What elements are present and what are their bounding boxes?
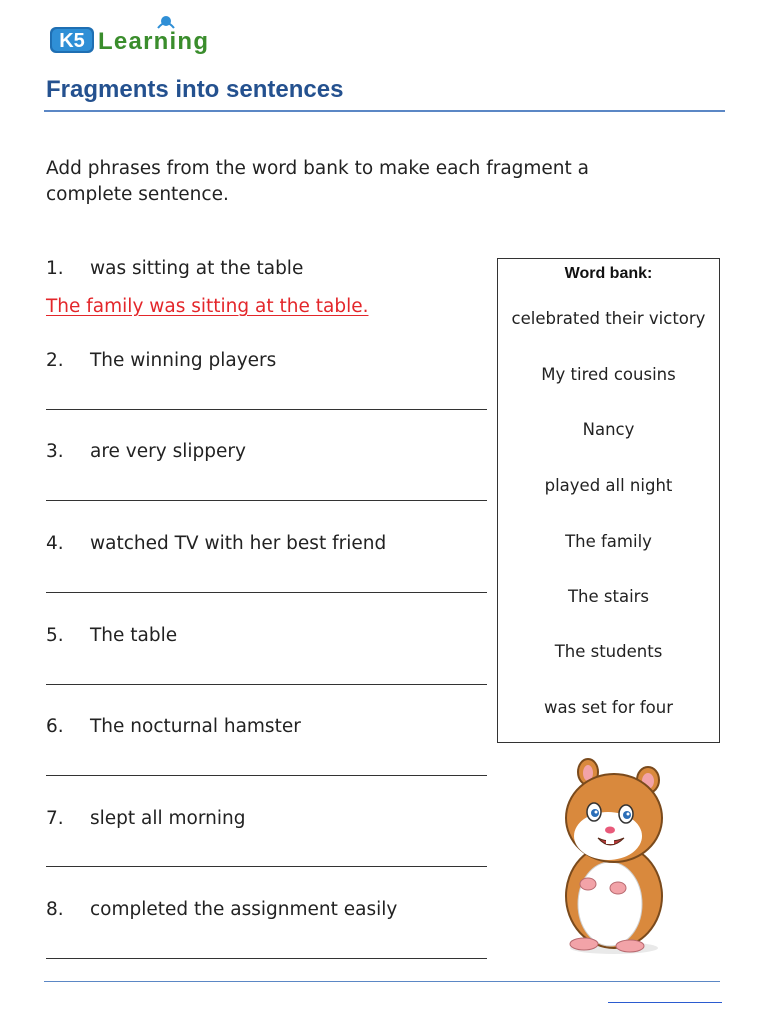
item-4-number: 4.: [46, 533, 64, 554]
item-7-fragment: slept all morning: [90, 808, 246, 829]
hamster-graphic: [548, 756, 682, 960]
item-4-fragment: watched TV with her best friend: [90, 533, 387, 554]
answer-line-2[interactable]: [46, 409, 487, 410]
answer-line-5[interactable]: [46, 684, 487, 685]
word-bank-item: played all night: [544, 476, 673, 495]
word-bank-item: Nancy: [582, 420, 635, 439]
word-bank-item: The students: [554, 642, 663, 661]
item-5-number: 5.: [46, 625, 64, 646]
footer-divider: [44, 981, 720, 982]
svg-text:K5: K5: [59, 30, 85, 52]
page-title: Fragments into sentences: [46, 76, 344, 103]
item-6-number: 6.: [46, 716, 64, 737]
item-5-fragment: The table: [90, 625, 178, 646]
item-1-fragment: was sitting at the table: [90, 258, 304, 279]
answer-line-7[interactable]: [46, 866, 487, 867]
item-8-number: 8.: [46, 899, 64, 920]
svg-text:Learning: Learning: [98, 28, 208, 55]
word-bank-item: My tired cousins: [541, 365, 676, 384]
answer-line-4[interactable]: [46, 592, 487, 593]
hamster-illustration: [548, 756, 682, 960]
word-bank-item: The stairs: [567, 587, 650, 606]
answer-line-6[interactable]: [46, 775, 487, 776]
item-3-number: 3.: [46, 441, 64, 462]
instructions: Add phrases from the word bank to make each fragment a complete sentence.: [46, 158, 589, 205]
item-6-fragment: The nocturnal hamster: [90, 716, 301, 737]
answer-line-8[interactable]: [46, 958, 487, 959]
word-bank-item: The family: [565, 532, 652, 551]
example-answer: The family was sitting at the table.: [46, 296, 369, 317]
logo-graphic: [48, 14, 218, 60]
title-divider: [44, 110, 725, 112]
word-bank-title: Word bank:: [564, 265, 653, 282]
item-1-number: 1.: [46, 258, 64, 279]
k5-learning-logo: [48, 14, 218, 60]
item-7-number: 7.: [46, 808, 64, 829]
word-bank-item: was set for four: [544, 698, 673, 717]
item-2-number: 2.: [46, 350, 64, 371]
item-8-fragment: completed the assignment easily: [90, 899, 398, 920]
footer-link[interactable]: [608, 1002, 722, 1003]
item-2-fragment: The winning players: [90, 350, 277, 371]
word-bank-item: celebrated their victory: [511, 309, 706, 328]
word-bank-box: [497, 258, 720, 743]
answer-line-3[interactable]: [46, 500, 487, 501]
item-3-fragment: are very slippery: [90, 441, 246, 462]
